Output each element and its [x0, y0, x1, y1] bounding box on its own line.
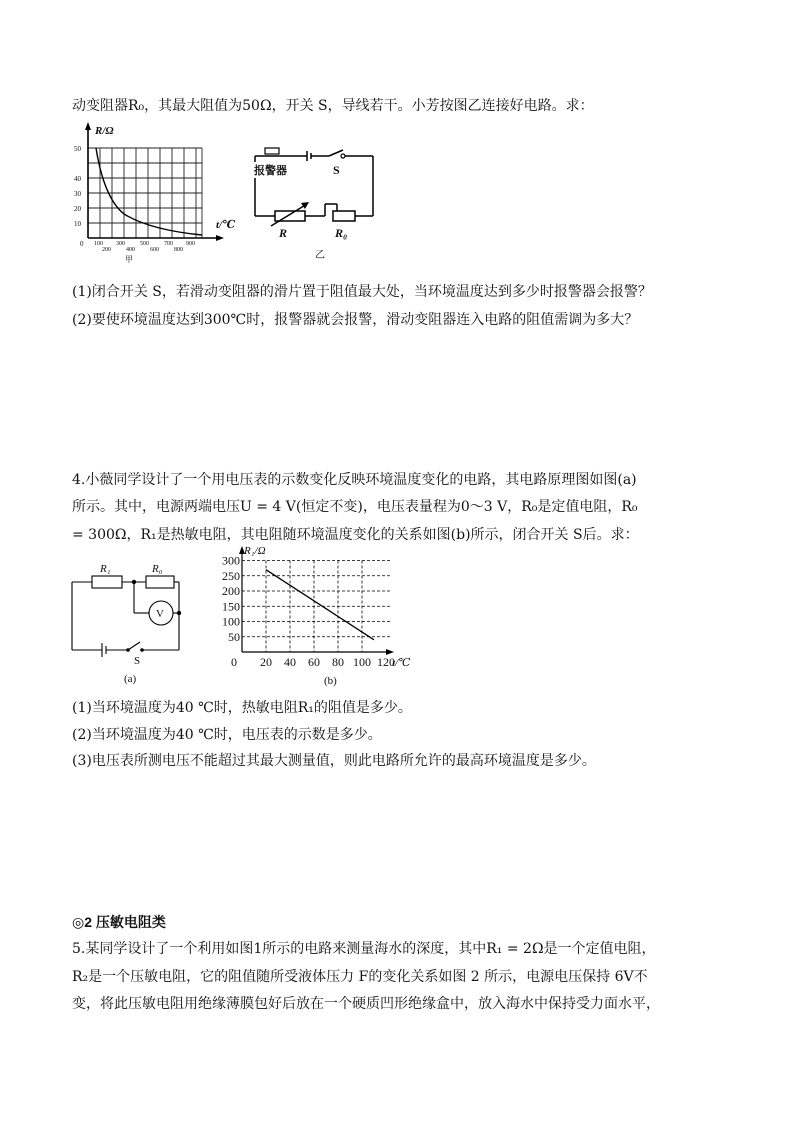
- alarm-label: 报警器: [254, 165, 287, 177]
- fig-a-switch-label: S: [134, 655, 141, 667]
- chart-series-line: [266, 570, 374, 640]
- q3-part1: (1)闭合开关 S，若滑动变阻器的滑片置于阻值最大处，当环境温度达到多少时报警器会报警？: [72, 284, 652, 300]
- fig-a-r0-label: R₀: [152, 563, 163, 575]
- fig-a-caption: (a): [124, 673, 137, 685]
- fig-jia-ytick-30: 30: [74, 190, 81, 198]
- q5-line2: R₂是一个压敏电阻，它的阻值随所受液体压力 F的变化关系如图 2 所示，电源电压保持 6V不: [72, 969, 648, 985]
- fig-jia-xtick-800: 800: [174, 247, 183, 253]
- chart-ytick-label: 150: [222, 599, 240, 614]
- chart-ylabel: R₁/Ω: [244, 545, 266, 557]
- q5-line3: 变，将此压敏电阻用绝缘薄膜包好后放在一个硬质凹形绝缘盒中，放入海水中保持受力面水平，: [72, 996, 660, 1012]
- chart-ytick-label: 50: [228, 629, 240, 644]
- chart-ytick-label: 250: [222, 568, 240, 583]
- fig-jia-xtick-900: 900: [186, 241, 195, 247]
- chart-xtick-label: 40: [284, 655, 296, 669]
- q4-part2: (2)当环境温度为40 ℃时，电压表的示数是多少。: [72, 727, 382, 743]
- q4-part1: (1)当环境温度为40 ℃时，热敏电阻R₁的阻值是多少。: [72, 700, 412, 716]
- fig-jia-xtick-700: 700: [164, 241, 173, 247]
- fig-jia-caption: 甲: [125, 255, 133, 264]
- section-heading: ◎2 压敏电阻类: [72, 914, 166, 930]
- chart-ytick-label: 200: [222, 584, 240, 598]
- chart-caption: (b): [324, 675, 337, 687]
- resistor-r0-label: R₀: [335, 226, 348, 240]
- voltmeter-icon: V: [156, 608, 164, 620]
- fig-jia-xtick-200: 200: [102, 247, 111, 253]
- fig-jia-ytick-50: 50: [74, 145, 81, 153]
- fig-jia-origin: 0: [80, 240, 84, 248]
- alarm-icon: [265, 148, 279, 154]
- fig-jia-ytick-20: 20: [74, 205, 81, 213]
- chart-ytick-label: 100: [222, 614, 240, 629]
- chart-xtick-label: 100: [353, 655, 371, 669]
- q3-part2: (2)要使环境温度达到300℃时，报警器就会报警，滑动变阻器连入电路的阻值需调为多大？: [72, 312, 639, 328]
- chart-xtick-label: 0: [231, 655, 237, 669]
- fig-jia-ylabel: R/Ω: [95, 125, 114, 137]
- fig-jia-xtick-100: 100: [94, 241, 103, 247]
- q4-line1: 4.小薇同学设计了一个用电压表的示数变化反映环境温度变化的电路，其电路原理图如图(a): [72, 472, 637, 488]
- figure-jia-graph: [70, 118, 250, 268]
- chart-xtick-label: 80: [332, 655, 344, 669]
- fig-jia-xtick-500: 500: [140, 241, 149, 247]
- chart-ytick-label: 300: [222, 553, 240, 568]
- fig-jia-xtick-300: 300: [116, 241, 125, 247]
- figure-b-chart: [206, 540, 426, 688]
- q4-part3: (3)电压表所测电压不能超过其最大测量值，则此电路所允许的最高环境温度是多少。: [72, 753, 596, 769]
- fig-a-r1-label: R₁: [100, 563, 111, 575]
- q3-intro: 动变阻器R₀，其最大阻值为50Ω，开关 S，导线若干。小芳按图乙连接好电路。求：: [72, 98, 594, 114]
- switch-s-label: S: [333, 163, 340, 177]
- chart-xtick-label: 120: [377, 655, 395, 669]
- fig-jia-xtick-400: 400: [126, 247, 135, 253]
- fig-yi-caption: 乙: [315, 250, 325, 260]
- q4-line3: = 300Ω，R₁是热敏电阻，其电阻随环境温度变化的关系如图(b)所示，闭合开关 S后。求：: [72, 527, 639, 543]
- fig-jia-ytick-10: 10: [74, 220, 81, 228]
- fig-jia-xlabel: t/℃: [216, 219, 236, 231]
- chart-xtick-label: 60: [308, 655, 320, 669]
- chart-xtick-label: 20: [260, 655, 272, 669]
- fig-jia-ytick-40: 40: [74, 175, 81, 183]
- rheostat-r-label: R: [279, 226, 288, 240]
- chart-series-group: [266, 570, 374, 640]
- q4-line2: 所示。其中，电源两端电压U = 4 V(恒定不变)，电压表量程为0～3 V，R₀是定值电阻，R₀: [72, 499, 638, 515]
- chart-xlabel: t/℃: [392, 657, 411, 669]
- figure-a-circuit: [66, 556, 201, 686]
- q5-line1: 5.某同学设计了一个利用如图1所示的电路来测量海水的深度，其中R₁ = 2Ω是一个定值电阻，: [72, 941, 656, 957]
- fig-jia-xtick-600: 600: [150, 247, 159, 253]
- figure-yi-circuit: [245, 140, 385, 260]
